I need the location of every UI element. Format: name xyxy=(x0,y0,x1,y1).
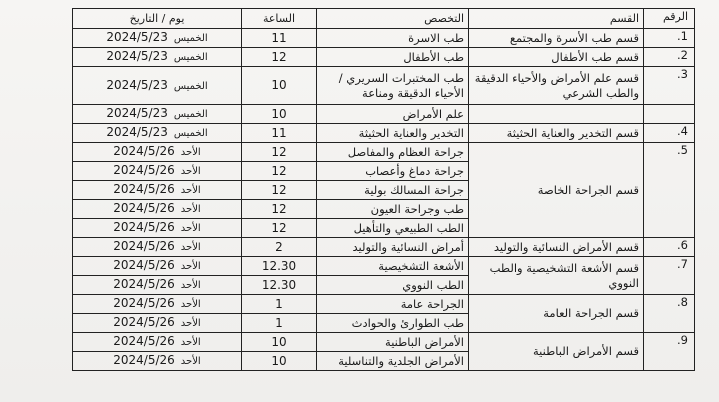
date-value: 2024/5/26 xyxy=(113,277,175,291)
specialty-cell: جراحة العظام والمفاصل xyxy=(317,143,469,162)
dept-name: قسم طب الأطفال xyxy=(469,48,644,67)
date-cell xyxy=(73,162,242,181)
specialty-cell: الجراحة عامة xyxy=(317,295,469,314)
day-name: الأحد xyxy=(180,147,201,158)
date-value: 2024/5/26 xyxy=(113,239,175,253)
hour-cell: 12 xyxy=(242,143,317,162)
date-cell xyxy=(73,295,242,314)
date-value: 2024/5/23 xyxy=(106,30,168,44)
specialty-cell: الطب النووي xyxy=(317,276,469,295)
header-hour: الساعة xyxy=(242,9,317,29)
date-value: 2024/5/23 xyxy=(106,125,168,139)
specialty-cell: طب المختبرات السريري /الأحياء الدقيقة ومناعة xyxy=(317,67,469,105)
table-row xyxy=(73,124,695,143)
day-name: الخميس xyxy=(173,109,208,120)
date-value: 2024/5/26 xyxy=(113,144,175,158)
date-value: 2024/5/23 xyxy=(106,49,168,63)
header-specialty: التخصص xyxy=(317,9,469,29)
date-value: 2024/5/26 xyxy=(113,334,175,348)
hour-cell: 12.30 xyxy=(242,257,317,276)
hour-cell: 10 xyxy=(242,352,317,371)
dept-name: قسم علم الأمراض والأحياء الدقيقة والطب الشرعي xyxy=(469,67,644,105)
table-row xyxy=(73,29,695,48)
table-row xyxy=(73,295,695,314)
table-row xyxy=(73,333,695,352)
specialty-cell: الطب الطبيعي والتأهيل xyxy=(317,219,469,238)
dept-name: قسم التخدير والعناية الحثيثة xyxy=(469,124,644,143)
date-cell xyxy=(73,276,242,295)
date-cell xyxy=(73,257,242,276)
date-value: 2024/5/23 xyxy=(106,106,168,120)
dept-number: 6. xyxy=(644,238,695,257)
table-row xyxy=(73,48,695,67)
specialty-cell: الأمراض الجلدية والتناسلية xyxy=(317,352,469,371)
dept-number: 2. xyxy=(644,48,695,67)
specialty-cell: التخدير والعناية الحثيثة xyxy=(317,124,469,143)
date-cell xyxy=(73,48,242,67)
hour-cell: 10 xyxy=(242,67,317,105)
specialty-cell: الأشعة التشخيصية xyxy=(317,257,469,276)
day-name: الأحد xyxy=(180,318,201,329)
dept-name: قسم الأمراض الباطنية xyxy=(469,333,644,371)
hour-cell: 11 xyxy=(242,124,317,143)
day-name: الخميس xyxy=(173,128,208,139)
dept-name: قسم الأمراض النسائية والتوليد xyxy=(469,238,644,257)
dept-name: قسم طب الأسرة والمجتمع xyxy=(469,29,644,48)
date-value: 2024/5/26 xyxy=(113,353,175,367)
date-value: 2024/5/23 xyxy=(106,77,168,92)
dept-name: قسم الأشعة التشخيصية والطب النووي xyxy=(469,257,644,295)
day-name: الخميس xyxy=(173,52,208,63)
date-cell xyxy=(73,219,242,238)
date-cell xyxy=(73,352,242,371)
dept-number: 1. xyxy=(644,29,695,48)
day-name: الأحد xyxy=(180,185,201,196)
date-cell xyxy=(73,143,242,162)
dept-number: 9. xyxy=(644,333,695,371)
date-value: 2024/5/26 xyxy=(113,182,175,196)
hour-cell: 12 xyxy=(242,48,317,67)
specialty-cell: طب وجراحة العيون xyxy=(317,200,469,219)
date-value: 2024/5/26 xyxy=(113,163,175,177)
date-value: 2024/5/26 xyxy=(113,201,175,215)
header-num: الرقم xyxy=(644,9,695,29)
dept-name: قسم الجراحة العامة xyxy=(469,295,644,333)
dept-name: قسم الجراحة الخاصة xyxy=(469,143,644,238)
day-name: الأحد xyxy=(180,299,201,310)
table-row xyxy=(73,67,695,105)
day-name: الأحد xyxy=(180,242,201,253)
dept-number: 3. xyxy=(644,67,695,105)
dept-number: 8. xyxy=(644,295,695,333)
day-name: الأحد xyxy=(180,223,201,234)
specialty-cell: طب الأطفال xyxy=(317,48,469,67)
header-department: القسم xyxy=(469,9,644,29)
hour-cell: 10 xyxy=(242,105,317,124)
hour-cell: 12.30 xyxy=(242,276,317,295)
dept-number: 5. xyxy=(644,143,695,238)
hour-cell: 12 xyxy=(242,162,317,181)
date-cell xyxy=(73,124,242,143)
day-name: الأحد xyxy=(180,280,201,291)
hour-cell: 10 xyxy=(242,333,317,352)
date-cell xyxy=(73,67,242,105)
specialty-cell: أمراض النسائية والتوليد xyxy=(317,238,469,257)
specialty-cell: علم الأمراض xyxy=(317,105,469,124)
date-cell xyxy=(73,29,242,48)
exam-schedule-table xyxy=(72,8,695,371)
date-cell xyxy=(73,200,242,219)
date-value: 2024/5/26 xyxy=(113,258,175,272)
day-name: الأحد xyxy=(180,356,201,367)
specialty-cell: طب الاسرة xyxy=(317,29,469,48)
date-cell xyxy=(73,105,242,124)
hour-cell: 12 xyxy=(242,219,317,238)
specialty-cell: الأمراض الباطنية xyxy=(317,333,469,352)
hour-cell: 1 xyxy=(242,314,317,333)
dept-number-empty xyxy=(644,105,695,124)
hour-cell: 2 xyxy=(242,238,317,257)
hour-cell: 12 xyxy=(242,200,317,219)
table-row xyxy=(73,105,695,124)
hour-cell: 11 xyxy=(242,29,317,48)
date-cell xyxy=(73,238,242,257)
day-name: الخميس xyxy=(173,80,208,92)
table-row xyxy=(73,238,695,257)
day-name: الأحد xyxy=(180,166,201,177)
table-row xyxy=(73,143,695,162)
day-name: الخميس xyxy=(173,33,208,44)
dept-name-empty xyxy=(469,105,644,124)
date-cell xyxy=(73,314,242,333)
date-cell xyxy=(73,333,242,352)
date-value: 2024/5/26 xyxy=(113,315,175,329)
date-value: 2024/5/26 xyxy=(113,296,175,310)
date-value: 2024/5/26 xyxy=(113,220,175,234)
header-row xyxy=(73,9,695,29)
date-cell xyxy=(73,181,242,200)
day-name: الأحد xyxy=(180,204,201,215)
specialty-cell: طب الطوارئ والحوادث xyxy=(317,314,469,333)
dept-number: 4. xyxy=(644,124,695,143)
day-name: الأحد xyxy=(180,337,201,348)
day-name: الأحد xyxy=(180,261,201,272)
dept-number: 7. xyxy=(644,257,695,295)
header-date: يوم / التاريخ xyxy=(73,9,242,29)
hour-cell: 12 xyxy=(242,181,317,200)
specialty-cell: جراحة دماغ وأعصاب xyxy=(317,162,469,181)
table-row xyxy=(73,257,695,276)
hour-cell: 1 xyxy=(242,295,317,314)
specialty-cell: جراحة المسالك بولية xyxy=(317,181,469,200)
